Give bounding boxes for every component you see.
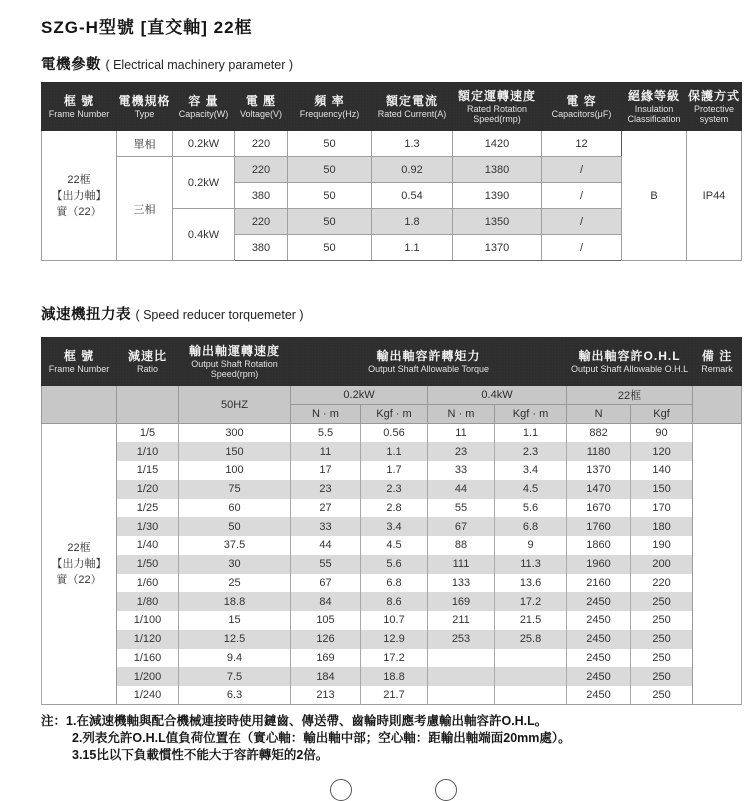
t2-col-speed: 輸出軸運轉速度 Output Shaft Rotation Speed(rpm) bbox=[179, 338, 291, 386]
cell: 55 bbox=[291, 555, 361, 574]
unit-nm: N · m bbox=[291, 405, 361, 424]
cell: 0.56 bbox=[361, 424, 428, 443]
t1-frame-cell: 22框 【出力軸】 實（22） bbox=[42, 131, 117, 261]
cell: 1420 bbox=[453, 131, 542, 157]
cell: 44 bbox=[291, 536, 361, 555]
cell bbox=[495, 649, 567, 668]
cell: 33 bbox=[291, 517, 361, 536]
cell: 169 bbox=[428, 592, 495, 611]
cell: 253 bbox=[428, 630, 495, 649]
cell: 250 bbox=[631, 592, 693, 611]
cell: 55 bbox=[428, 499, 495, 518]
table-row bbox=[42, 686, 742, 705]
cell: 213 bbox=[291, 686, 361, 705]
cell: 18.8 bbox=[361, 667, 428, 686]
subheader-blank bbox=[117, 386, 179, 424]
section1-title-en: ( Electrical machinery parameter ) bbox=[105, 58, 294, 72]
cell: 37.5 bbox=[179, 536, 291, 555]
cell: 1/30 bbox=[117, 517, 179, 536]
cell: / bbox=[542, 183, 622, 209]
cell: 1.3 bbox=[372, 131, 453, 157]
cell: 1/100 bbox=[117, 611, 179, 630]
cell: 1/120 bbox=[117, 630, 179, 649]
cell: 90 bbox=[631, 424, 693, 443]
cell: 12.9 bbox=[361, 630, 428, 649]
table-row bbox=[42, 499, 742, 518]
unit-n: N bbox=[567, 405, 631, 424]
cell: 23 bbox=[428, 442, 495, 461]
cell: 300 bbox=[179, 424, 291, 443]
cell: 3.4 bbox=[495, 461, 567, 480]
table-row bbox=[42, 630, 742, 649]
cell: 9 bbox=[495, 536, 567, 555]
cell: 67 bbox=[428, 517, 495, 536]
t2-col-ohl: 輸出軸容許O.H.L Output Shaft Allowable O.H.L bbox=[567, 338, 693, 386]
cell: 1860 bbox=[567, 536, 631, 555]
t1-protection-cell: IP44 bbox=[687, 131, 742, 261]
t1-cap2: 0.2kW bbox=[173, 157, 235, 209]
cell: 1370 bbox=[567, 461, 631, 480]
unit-kgfm: Kgf · m bbox=[361, 405, 428, 424]
table-row bbox=[42, 574, 742, 593]
cell: / bbox=[542, 235, 622, 261]
cell: 211 bbox=[428, 611, 495, 630]
cell: 2450 bbox=[567, 592, 631, 611]
cell: 50 bbox=[179, 517, 291, 536]
cell: 17 bbox=[291, 461, 361, 480]
cell: 12 bbox=[542, 131, 622, 157]
cell: 184 bbox=[291, 667, 361, 686]
t1-col-frequency: 頻 率 Frequency(Hz) bbox=[288, 83, 372, 131]
cell: 1.1 bbox=[372, 235, 453, 261]
cell: 5.6 bbox=[361, 555, 428, 574]
t2-col-ratio: 減速比 Ratio bbox=[117, 338, 179, 386]
cell: 2450 bbox=[567, 667, 631, 686]
table-row bbox=[42, 555, 742, 574]
cell: 220 bbox=[235, 209, 288, 235]
unit-kgf: Kgf bbox=[631, 405, 693, 424]
cell: 250 bbox=[631, 611, 693, 630]
t2-header-row bbox=[42, 338, 742, 386]
table-row bbox=[42, 536, 742, 555]
t1-type-single: 單相 bbox=[117, 131, 173, 157]
cell: 88 bbox=[428, 536, 495, 555]
cell: 111 bbox=[428, 555, 495, 574]
cell: 50 bbox=[288, 131, 372, 157]
cell: 1.1 bbox=[495, 424, 567, 443]
t1-col-speed: 額定運轉速度 Rated Rotation Speed(rmp) bbox=[453, 83, 542, 131]
cell: 1/20 bbox=[117, 480, 179, 499]
note-label: 注： bbox=[41, 714, 67, 729]
t1-cap1: 0.2kW bbox=[173, 131, 235, 157]
cell: 0.92 bbox=[372, 157, 453, 183]
section-heading-electrical bbox=[41, 55, 751, 75]
torque-table bbox=[41, 337, 742, 705]
cell: 250 bbox=[631, 667, 693, 686]
cell: 133 bbox=[428, 574, 495, 593]
cell: 1/80 bbox=[117, 592, 179, 611]
cell: 2450 bbox=[567, 630, 631, 649]
table-row bbox=[42, 517, 742, 536]
cell: 1/200 bbox=[117, 667, 179, 686]
cell: 1/5 bbox=[117, 424, 179, 443]
t1-cap3: 0.4kW bbox=[173, 209, 235, 261]
cell: / bbox=[542, 157, 622, 183]
cell: 150 bbox=[631, 480, 693, 499]
t1-type-three: 三相 bbox=[117, 157, 173, 261]
cell: 27 bbox=[291, 499, 361, 518]
cell: 882 bbox=[567, 424, 631, 443]
cell: 67 bbox=[291, 574, 361, 593]
cell: 10.7 bbox=[361, 611, 428, 630]
cell: 190 bbox=[631, 536, 693, 555]
t2-subheader-row1 bbox=[42, 386, 742, 405]
cell: 1/40 bbox=[117, 536, 179, 555]
cell: 50 bbox=[288, 209, 372, 235]
cell: 126 bbox=[291, 630, 361, 649]
t2-remark-cell bbox=[693, 424, 742, 705]
cell: 380 bbox=[235, 183, 288, 209]
cell: 3.4 bbox=[361, 517, 428, 536]
cell bbox=[495, 686, 567, 705]
cell: 4.5 bbox=[361, 536, 428, 555]
cell: 1/50 bbox=[117, 555, 179, 574]
section-heading-torque bbox=[41, 305, 751, 325]
table-row bbox=[42, 131, 742, 157]
cell: 1/60 bbox=[117, 574, 179, 593]
table-row bbox=[42, 461, 742, 480]
cell: 17.2 bbox=[495, 592, 567, 611]
cell: 21.5 bbox=[495, 611, 567, 630]
t1-col-capacity: 容 量 Capacity(W) bbox=[173, 83, 235, 131]
cell: 4.5 bbox=[495, 480, 567, 499]
cell: 11 bbox=[291, 442, 361, 461]
page-indicator-circle bbox=[330, 779, 352, 801]
cell: 30 bbox=[179, 555, 291, 574]
cell: 1/25 bbox=[117, 499, 179, 518]
cell: 50 bbox=[288, 183, 372, 209]
t1-col-voltage: 電 壓 Voltage(V) bbox=[235, 83, 288, 131]
subheader-50hz: 50HZ bbox=[179, 386, 291, 424]
cell: 1350 bbox=[453, 209, 542, 235]
cell: 1370 bbox=[453, 235, 542, 261]
cell: 250 bbox=[631, 630, 693, 649]
cell: 2450 bbox=[567, 649, 631, 668]
cell: 6.3 bbox=[179, 686, 291, 705]
t2-col-torque: 輸出軸容許轉矩力 Output Shaft Allowable Torque bbox=[291, 338, 567, 386]
table-row bbox=[42, 667, 742, 686]
cell: 11.3 bbox=[495, 555, 567, 574]
cell: 6.8 bbox=[495, 517, 567, 536]
cell: 140 bbox=[631, 461, 693, 480]
cell: 11 bbox=[428, 424, 495, 443]
cell: 100 bbox=[179, 461, 291, 480]
subheader-04kw: 0.4kW bbox=[428, 386, 567, 405]
cell: 180 bbox=[631, 517, 693, 536]
t2-col-frame: 框 號 Frame Number bbox=[42, 338, 117, 386]
cell: 2.3 bbox=[361, 480, 428, 499]
cell: 33 bbox=[428, 461, 495, 480]
cell: 220 bbox=[235, 157, 288, 183]
cell: 1/160 bbox=[117, 649, 179, 668]
t1-col-frame: 框 號 Frame Number bbox=[42, 83, 117, 131]
cell: 2.3 bbox=[495, 442, 567, 461]
cell: 60 bbox=[179, 499, 291, 518]
electrical-parameter-table bbox=[41, 82, 742, 261]
cell: 1/15 bbox=[117, 461, 179, 480]
cell: 150 bbox=[179, 442, 291, 461]
t1-col-type: 電機規格 Type bbox=[117, 83, 173, 131]
cell: 5.5 bbox=[291, 424, 361, 443]
footnotes bbox=[41, 713, 741, 764]
note-line-2: 2.列表允許O.H.L值負荷位置在（實心軸：輸出軸中部；空心軸：距輸出軸端面20mm處）。 bbox=[72, 731, 571, 746]
cell: 84 bbox=[291, 592, 361, 611]
subheader-22frame: 22框 bbox=[567, 386, 693, 405]
cell: 220 bbox=[631, 574, 693, 593]
cell: 1.1 bbox=[361, 442, 428, 461]
cell: 75 bbox=[179, 480, 291, 499]
cell: 220 bbox=[235, 131, 288, 157]
table-row bbox=[42, 592, 742, 611]
cell: 21.7 bbox=[361, 686, 428, 705]
cell: 1180 bbox=[567, 442, 631, 461]
cell: 2450 bbox=[567, 686, 631, 705]
t1-col-insulation: 絕緣等級 Insulation Classification bbox=[622, 83, 687, 131]
t1-header-row bbox=[42, 83, 742, 131]
cell: 1380 bbox=[453, 157, 542, 183]
cell: 1470 bbox=[567, 480, 631, 499]
t1-col-capacitor: 電 容 Capacitors(μF) bbox=[542, 83, 622, 131]
table-row bbox=[42, 611, 742, 630]
cell: 8.6 bbox=[361, 592, 428, 611]
cell: 1390 bbox=[453, 183, 542, 209]
cell: 105 bbox=[291, 611, 361, 630]
section2-title-cn: 減速機扭力表 bbox=[41, 307, 131, 323]
cell: 250 bbox=[631, 686, 693, 705]
table-row bbox=[42, 649, 742, 668]
cell: 1/10 bbox=[117, 442, 179, 461]
cell: 1960 bbox=[567, 555, 631, 574]
cell: 1/240 bbox=[117, 686, 179, 705]
note-line-3: 3.15比以下負載慣性不能大于容許轉矩的2倍。 bbox=[72, 748, 329, 763]
cell: 380 bbox=[235, 235, 288, 261]
section1-title-cn: 電機參數 bbox=[41, 57, 101, 73]
subheader-blank bbox=[693, 386, 742, 424]
unit-kgfm: Kgf · m bbox=[495, 405, 567, 424]
t1-col-current: 額定電流 Rated Current(A) bbox=[372, 83, 453, 131]
cell: 7.5 bbox=[179, 667, 291, 686]
note-line-1: 注： 1.在減速機軸與配合機械連接時使用鏈齒、傳送帶、齒輪時則應考慮輸出軸容許O.H.L。 bbox=[41, 714, 548, 729]
cell: 1.8 bbox=[372, 209, 453, 235]
cell: 23 bbox=[291, 480, 361, 499]
t1-col-protection: 保護方式 Protective system bbox=[687, 83, 742, 131]
cell bbox=[495, 667, 567, 686]
cell: 25.8 bbox=[495, 630, 567, 649]
cell: 12.5 bbox=[179, 630, 291, 649]
cell: 44 bbox=[428, 480, 495, 499]
page-title: SZG-H型號 [直交軸] 22框 bbox=[41, 18, 253, 37]
cell bbox=[428, 686, 495, 705]
cell: 50 bbox=[288, 157, 372, 183]
table-row bbox=[42, 480, 742, 499]
t1-insulation-cell: B bbox=[622, 131, 687, 261]
cell: 2450 bbox=[567, 611, 631, 630]
cell: 170 bbox=[631, 499, 693, 518]
cell: 17.2 bbox=[361, 649, 428, 668]
cell: 5.6 bbox=[495, 499, 567, 518]
cell: / bbox=[542, 209, 622, 235]
table-row bbox=[42, 442, 742, 461]
section2-title-en: ( Speed reducer torquemeter ) bbox=[135, 308, 304, 322]
cell: 15 bbox=[179, 611, 291, 630]
cell: 200 bbox=[631, 555, 693, 574]
cell: 1760 bbox=[567, 517, 631, 536]
cell: 18.8 bbox=[179, 592, 291, 611]
t2-col-remark: 備 注 Remark bbox=[693, 338, 742, 386]
cell bbox=[428, 649, 495, 668]
cell: 120 bbox=[631, 442, 693, 461]
subheader-02kw: 0.2kW bbox=[291, 386, 428, 405]
cell: 9.4 bbox=[179, 649, 291, 668]
unit-nm: N · m bbox=[428, 405, 495, 424]
cell: 0.54 bbox=[372, 183, 453, 209]
table-row bbox=[42, 424, 742, 443]
t2-frame-cell: 22框 【出力軸】 實（22） bbox=[42, 424, 117, 705]
cell bbox=[428, 667, 495, 686]
cell: 25 bbox=[179, 574, 291, 593]
subheader-blank bbox=[42, 386, 117, 424]
cell: 50 bbox=[288, 235, 372, 261]
cell: 6.8 bbox=[361, 574, 428, 593]
page-indicator-circle bbox=[435, 779, 457, 801]
cell: 250 bbox=[631, 649, 693, 668]
cell: 13.6 bbox=[495, 574, 567, 593]
cell: 1.7 bbox=[361, 461, 428, 480]
cell: 1670 bbox=[567, 499, 631, 518]
cell: 169 bbox=[291, 649, 361, 668]
cell: 2.8 bbox=[361, 499, 428, 518]
cell: 2160 bbox=[567, 574, 631, 593]
